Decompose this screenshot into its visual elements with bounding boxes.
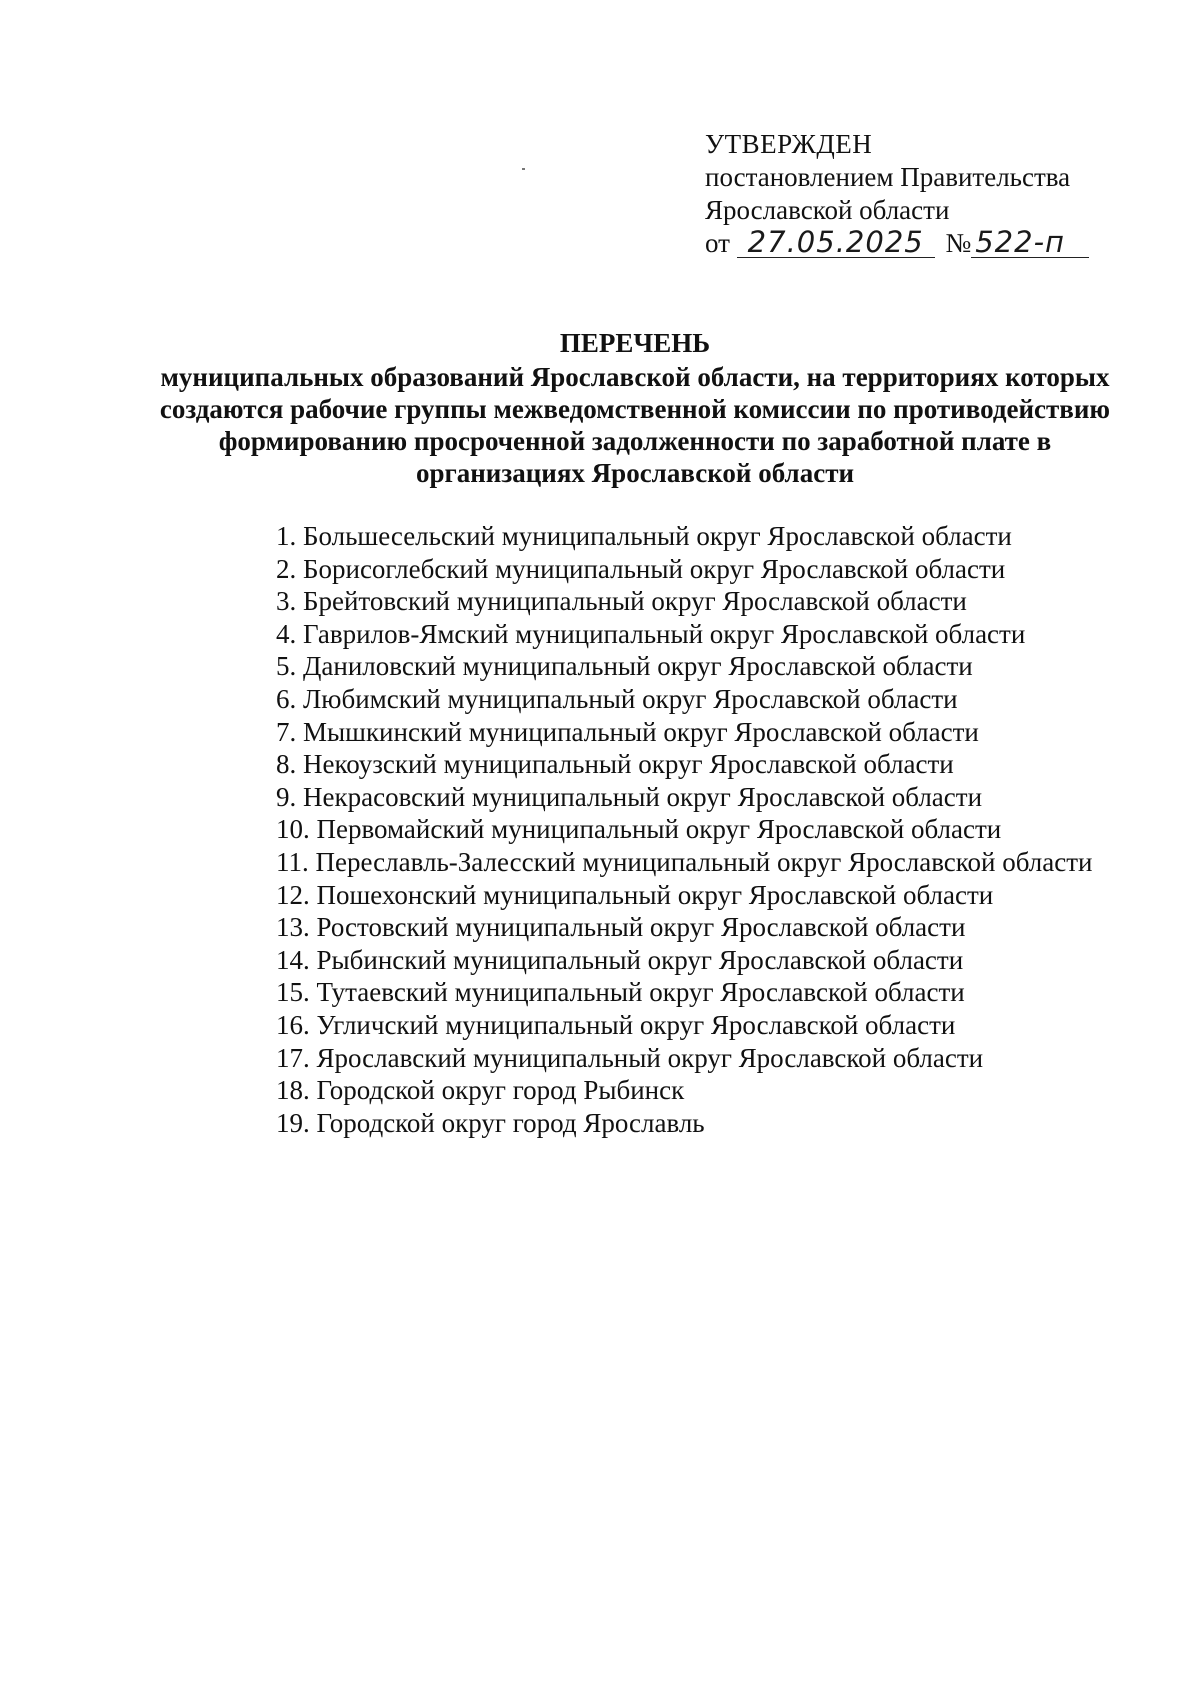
list-item: 18. Городской округ город Рыбинск (276, 1075, 685, 1106)
list-item: 1. Большесельский муниципальный округ Ярославской области (276, 521, 1012, 551)
document-heading (150, 327, 1120, 489)
list-item: 14. Рыбинский муниципальный округ Ярославской области (276, 944, 964, 975)
list-item: 3. Брейтовский муниципальный округ Ярославской области (276, 586, 967, 617)
list-item: 19. Городской округ город Ярославль (276, 1107, 705, 1138)
number-sign: № (945, 228, 972, 258)
approval-line-2: Ярославской области (705, 195, 950, 225)
list-item: 15. Тутаевский муниципальный округ Ярославской области (276, 977, 965, 1008)
list-item: 11. Переславль-Залесский муниципальный округ Ярославской области (276, 846, 1093, 877)
list-item: 17. Ярославский муниципальный округ Ярославской области (276, 1042, 984, 1073)
scan-speck (522, 168, 525, 170)
list-item: 6. Любимский муниципальный округ Ярославской области (276, 683, 958, 714)
municipality-list (276, 520, 1092, 1139)
list-item: 13. Ростовский муниципальный округ Ярославской области (276, 912, 966, 943)
heading-title: ПЕРЕЧЕНЬ (559, 328, 711, 358)
list-item: 8. Некоузский муниципальный округ Ярославской области (276, 749, 954, 780)
list-item: 16. Угличский муниципальный округ Ярославской области (276, 1009, 956, 1040)
list-item: 4. Гаврилов-Ямский муниципальный округ Ярославской области (276, 618, 1026, 649)
heading-subtitle: муниципальных образований Ярославской области, на территориях которых создаются рабочие группы межведомственной комиссии по противодействию формированию просроченной задолженности по заработной плате в организациях Ярославской области (159, 362, 1111, 488)
list-item: 7. Мышкинский муниципальный округ Ярославской области (276, 716, 979, 747)
approval-line-1: постановлением Правительства (705, 162, 1071, 192)
list-item: 10. Первомайский муниципальный округ Ярославской области (276, 814, 1002, 845)
date-prefix: от (705, 228, 730, 258)
list-item: 2. Борисоглебский муниципальный округ Ярославской области (276, 553, 1006, 584)
approval-stamp-block (705, 128, 1089, 260)
list-item: 12. Пошехонский муниципальный округ Ярославской области (276, 879, 994, 910)
approval-title: УТВЕРЖДЕН (705, 129, 873, 159)
handwritten-number: 522-п (971, 227, 1089, 258)
list-item: 9. Некрасовский муниципальный округ Ярославской области (276, 781, 983, 812)
list-item: 5. Даниловский муниципальный округ Ярославской области (276, 651, 973, 682)
handwritten-date: 27.05.2025 (737, 227, 935, 258)
approval-date-row (705, 227, 1089, 260)
